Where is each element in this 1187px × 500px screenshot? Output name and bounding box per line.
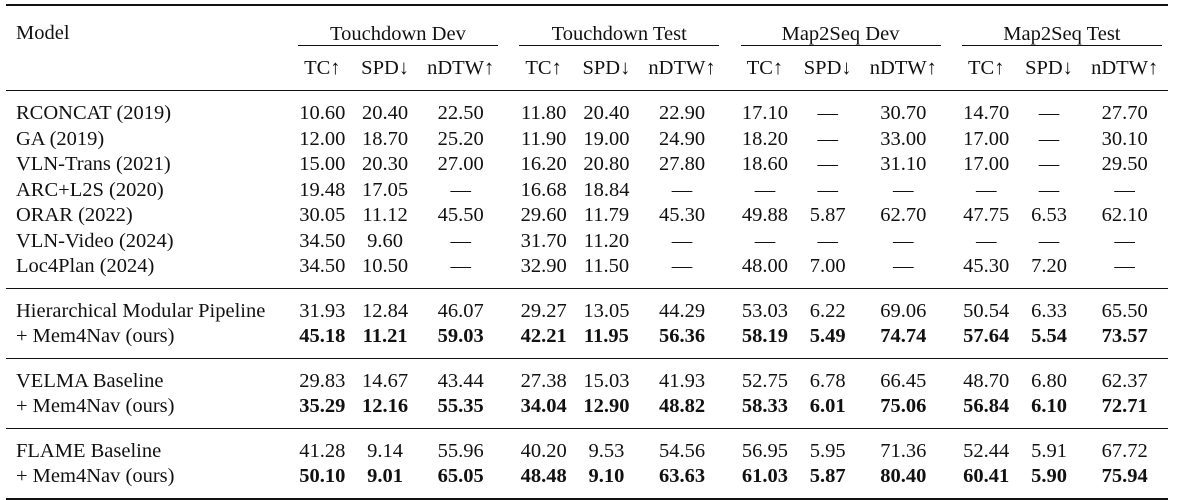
metric-value-cell: 48.82 xyxy=(658,395,706,417)
metric-value-cell: — xyxy=(1038,153,1060,175)
metric-value-cell: 6.80 xyxy=(1017,358,1082,394)
column-gap xyxy=(947,127,956,153)
metric-value-cell: 30.70 xyxy=(860,91,947,127)
metric-value-cell: 75.94 xyxy=(1081,464,1168,499)
column-gap xyxy=(725,152,734,178)
metric-value-cell: 61.03 xyxy=(735,464,796,499)
metric-value-cell: 14.67 xyxy=(353,358,418,394)
column-gap xyxy=(947,178,956,204)
column-gap xyxy=(504,254,513,288)
metric-value-cell: — xyxy=(450,255,471,277)
metric-value-cell: 10.60 xyxy=(292,91,353,127)
metric-header-tc: TC↑ xyxy=(746,56,784,79)
metric-value-cell: 19.48 xyxy=(299,178,346,201)
metric-value-cell: 71.36 xyxy=(860,428,947,464)
metric-value-cell: 60.41 xyxy=(956,464,1017,499)
metric-value-cell: 17.00 xyxy=(963,153,1010,175)
metric-value-cell: 65.50 xyxy=(1081,288,1168,324)
metric-value-cell: 14.70 xyxy=(956,91,1017,127)
table-row xyxy=(6,229,1168,255)
metric-value-cell: 45.50 xyxy=(437,204,484,226)
table-row xyxy=(6,203,1168,229)
column-gap xyxy=(947,428,956,464)
metric-value-cell: 29.60 xyxy=(520,204,567,226)
metric-value-cell: 62.10 xyxy=(1101,204,1148,226)
metric-value-cell: — xyxy=(754,178,776,201)
metric-value-cell: 46.07 xyxy=(417,288,504,324)
metric-value-cell: 5.95 xyxy=(795,428,860,464)
model-name-cell: ORAR (2022) xyxy=(16,204,133,226)
model-name-cell: Hierarchical Modular Pipeline xyxy=(6,288,292,324)
column-gap xyxy=(504,178,513,204)
group-header-touchdown-dev xyxy=(292,5,504,46)
metric-value-cell: 11.95 xyxy=(583,325,629,347)
column-gap xyxy=(504,152,513,178)
column-gap xyxy=(504,127,513,153)
metric-value-cell: 62.70 xyxy=(880,204,927,226)
metric-value-cell: — xyxy=(1114,229,1135,252)
table-row xyxy=(6,394,1168,428)
metric-value-cell: 10.50 xyxy=(362,255,409,277)
group-header-touchdown-test xyxy=(513,5,725,46)
metric-value-cell: 12.16 xyxy=(362,395,409,417)
metric-value-cell: 12.00 xyxy=(299,127,346,150)
table-row xyxy=(6,464,1168,499)
metric-value-cell: — xyxy=(795,91,860,127)
column-gap xyxy=(947,464,956,499)
metric-header-spd: SPD↓ xyxy=(803,56,852,79)
metric-value-cell: 73.57 xyxy=(1101,325,1148,347)
metric-value-cell: — xyxy=(671,178,693,201)
column-gap xyxy=(947,324,956,358)
group-header-label: Touchdown Test xyxy=(551,23,687,45)
column-gap xyxy=(725,324,734,358)
table-row xyxy=(6,127,1168,153)
column-gap xyxy=(725,254,734,288)
metric-value-cell: 35.29 xyxy=(299,395,346,417)
model-name-cell: FLAME Baseline xyxy=(6,428,292,464)
metric-value-cell: — xyxy=(893,255,914,277)
metric-value-cell: 18.84 xyxy=(583,178,630,201)
metric-header-tc: TC↑ xyxy=(304,56,341,79)
metric-value-cell: 57.64 xyxy=(963,325,1010,347)
metric-value-cell: — xyxy=(671,229,693,252)
metric-value-cell: 15.03 xyxy=(574,358,639,394)
metric-value-cell: 48.00 xyxy=(741,255,788,277)
metric-value-cell: 45.18 xyxy=(299,325,346,347)
metric-value-cell: 55.96 xyxy=(417,428,504,464)
metric-value-cell: 30.05 xyxy=(299,204,346,226)
metric-value-cell: 5.87 xyxy=(809,204,846,226)
table-row xyxy=(6,358,1168,394)
table-row xyxy=(6,178,1168,204)
metric-value-cell: 53.03 xyxy=(735,288,796,324)
model-name-cell: VELMA Baseline xyxy=(6,358,292,394)
column-gap xyxy=(947,288,956,324)
table-row xyxy=(6,91,1168,127)
model-name-cell: + Mem4Nav (ours) xyxy=(16,325,175,347)
metric-value-cell: 27.00 xyxy=(437,153,484,175)
table-row xyxy=(6,288,1168,324)
metric-header-tc: TC↑ xyxy=(525,56,562,79)
metric-value-cell: 65.05 xyxy=(417,464,504,499)
metric-value-cell: 27.80 xyxy=(658,153,706,175)
metric-header-ndtw: nDTW↑ xyxy=(648,56,716,79)
metric-value-cell: 49.88 xyxy=(741,204,788,226)
metric-value-cell: 12.90 xyxy=(583,395,630,417)
metric-value-cell: 69.06 xyxy=(860,288,947,324)
column-gap xyxy=(504,358,513,394)
column-gap xyxy=(725,229,734,255)
metric-value-cell: 9.01 xyxy=(353,464,418,499)
model-name-cell: + Mem4Nav (ours) xyxy=(16,395,175,417)
table-row xyxy=(6,254,1168,288)
metric-value-cell: 5.90 xyxy=(1017,464,1082,499)
metric-value-cell: 58.19 xyxy=(741,325,788,347)
metric-value-cell: 52.75 xyxy=(735,358,796,394)
column-gap xyxy=(725,203,734,229)
table-row xyxy=(6,428,1168,464)
metric-value-cell: 45.30 xyxy=(963,255,1010,277)
model-name-cell: ARC+L2S (2020) xyxy=(16,178,164,201)
metric-value-cell: 62.37 xyxy=(1081,358,1168,394)
metric-value-cell: — xyxy=(975,178,997,201)
metric-value-cell: 48.48 xyxy=(513,464,574,499)
column-gap xyxy=(725,464,734,499)
model-name-cell: GA (2019) xyxy=(16,127,105,150)
metric-value-cell: 17.00 xyxy=(963,127,1010,150)
metric-value-cell: 48.70 xyxy=(956,358,1017,394)
column-gap xyxy=(725,178,734,204)
metric-value-cell: 56.95 xyxy=(735,428,796,464)
column-gap xyxy=(504,229,513,255)
column-gap xyxy=(725,288,734,324)
group-header-label: Touchdown Dev xyxy=(330,23,466,45)
metric-value-cell: 31.93 xyxy=(292,288,353,324)
metric-value-cell: — xyxy=(817,178,838,201)
metric-value-cell: 42.21 xyxy=(520,325,567,347)
metric-value-cell: 74.74 xyxy=(880,325,927,347)
column-gap xyxy=(947,203,956,229)
metric-value-cell: 6.33 xyxy=(1017,288,1082,324)
metric-value-cell: 59.03 xyxy=(437,325,484,347)
column-gap xyxy=(947,229,956,255)
metric-value-cell: 20.40 xyxy=(574,91,639,127)
metric-value-cell: 18.70 xyxy=(362,127,409,150)
metric-value-cell: 20.40 xyxy=(353,91,418,127)
column-gap xyxy=(725,127,734,153)
group-header-label: Map2Seq Test xyxy=(1003,23,1121,45)
metric-value-cell: — xyxy=(817,127,838,150)
metric-header-ndtw: nDTW↑ xyxy=(427,56,495,79)
metric-value-cell: 6.53 xyxy=(1031,204,1067,226)
model-name-cell: RCONCAT (2019) xyxy=(6,91,292,127)
metric-value-cell: 31.70 xyxy=(520,229,567,252)
metric-value-cell: 45.30 xyxy=(658,204,706,226)
metric-value-cell: 34.50 xyxy=(299,229,346,252)
metric-value-cell: 67.72 xyxy=(1081,428,1168,464)
column-gap xyxy=(725,428,734,464)
metric-value-cell: 20.80 xyxy=(583,153,630,175)
metric-value-cell: 29.27 xyxy=(513,288,574,324)
metric-value-cell: 6.10 xyxy=(1031,395,1067,417)
metric-value-cell: — xyxy=(893,178,914,201)
model-name-cell: VLN-Video (2024) xyxy=(16,229,174,252)
metric-value-cell: 40.20 xyxy=(513,428,574,464)
metric-value-cell: 34.50 xyxy=(299,255,346,277)
metric-header-spd: SPD↓ xyxy=(1025,56,1073,79)
metric-value-cell: 80.40 xyxy=(860,464,947,499)
metric-value-cell: 18.20 xyxy=(741,127,788,150)
metric-value-cell: 29.83 xyxy=(292,358,353,394)
metric-value-cell: 58.33 xyxy=(741,395,788,417)
metric-value-cell: 52.44 xyxy=(956,428,1017,464)
metric-value-cell: 75.06 xyxy=(880,395,927,417)
metric-value-cell: 6.01 xyxy=(809,395,846,417)
results-table-body xyxy=(6,91,1168,499)
metric-header-ndtw: nDTW↑ xyxy=(869,56,937,79)
group-header-map2seq-test xyxy=(956,5,1168,46)
metric-value-cell: 41.93 xyxy=(639,358,726,394)
metric-value-cell: — xyxy=(1114,255,1135,277)
metric-value-cell: — xyxy=(1038,127,1060,150)
metric-value-cell: 11.21 xyxy=(362,325,408,347)
metric-value-cell: 41.28 xyxy=(292,428,353,464)
column-gap xyxy=(725,358,734,394)
metric-value-cell: — xyxy=(893,229,914,252)
metric-value-cell: 11.80 xyxy=(513,91,574,127)
model-name-cell: VLN-Trans (2021) xyxy=(16,153,171,175)
metric-value-cell: 11.12 xyxy=(362,204,408,226)
metric-value-cell: 22.50 xyxy=(417,91,504,127)
metric-value-cell: — xyxy=(1017,91,1082,127)
column-gap xyxy=(947,358,956,394)
metric-header-ndtw: nDTW↑ xyxy=(1091,56,1159,79)
metric-value-cell: 13.05 xyxy=(574,288,639,324)
metric-value-cell: — xyxy=(1038,229,1060,252)
metric-value-cell: 9.53 xyxy=(574,428,639,464)
metric-value-cell: 29.50 xyxy=(1101,153,1148,175)
metric-value-cell: 9.60 xyxy=(367,229,404,252)
metric-value-cell: 7.00 xyxy=(809,255,846,277)
table-row xyxy=(6,324,1168,358)
metric-value-cell: 19.00 xyxy=(583,127,630,150)
metric-value-cell: — xyxy=(817,229,838,252)
metric-header-spd: SPD↓ xyxy=(582,56,631,79)
group-header-row xyxy=(6,5,1168,46)
metric-value-cell: — xyxy=(817,153,838,175)
metric-value-cell: 16.68 xyxy=(520,178,567,201)
column-gap xyxy=(504,91,513,127)
column-gap xyxy=(947,394,956,428)
metric-value-cell: 11.20 xyxy=(583,229,630,252)
metric-value-cell: 66.45 xyxy=(860,358,947,394)
column-gap xyxy=(504,324,513,358)
metric-header-spd: SPD↓ xyxy=(361,56,410,79)
metric-value-cell: 11.90 xyxy=(520,127,567,150)
metric-value-cell: 11.50 xyxy=(583,255,630,277)
column-gap xyxy=(947,91,956,127)
metric-value-cell: 5.49 xyxy=(809,325,846,347)
metric-value-cell: 56.36 xyxy=(658,325,706,347)
model-column-header: Model xyxy=(6,5,292,91)
metric-value-cell: 34.04 xyxy=(520,395,567,417)
metric-value-cell: 63.63 xyxy=(639,464,726,499)
group-header-label: Map2Seq Dev xyxy=(781,23,900,45)
metric-value-cell: 9.10 xyxy=(574,464,639,499)
metric-value-cell: 17.10 xyxy=(735,91,796,127)
metric-value-cell: — xyxy=(450,229,471,252)
column-gap xyxy=(725,394,734,428)
group-header-map2seq-dev xyxy=(735,5,947,46)
metric-value-cell: 11.79 xyxy=(583,204,630,226)
metric-value-cell: 18.60 xyxy=(741,153,788,175)
metric-value-cell: 33.00 xyxy=(880,127,927,150)
metric-value-cell: 31.10 xyxy=(880,153,927,175)
metric-value-cell: 47.75 xyxy=(963,204,1010,226)
metric-header-tc: TC↑ xyxy=(968,56,1005,79)
metric-value-cell: 6.78 xyxy=(795,358,860,394)
metric-value-cell: 27.38 xyxy=(513,358,574,394)
model-name-cell: + Mem4Nav (ours) xyxy=(6,464,292,499)
metric-value-cell: 15.00 xyxy=(299,153,346,175)
column-gap xyxy=(504,464,513,499)
metric-value-cell: 50.10 xyxy=(292,464,353,499)
column-gap xyxy=(947,254,956,288)
metric-value-cell: 5.91 xyxy=(1017,428,1082,464)
metric-value-cell: 44.29 xyxy=(639,288,726,324)
column-gap xyxy=(504,394,513,428)
metric-value-cell: — xyxy=(1114,178,1135,201)
results-table xyxy=(6,4,1168,500)
column-gap xyxy=(504,203,513,229)
metric-value-cell: 22.90 xyxy=(639,91,726,127)
metric-value-cell: 25.20 xyxy=(437,127,484,150)
column-gap xyxy=(504,428,513,464)
metric-value-cell: 56.84 xyxy=(963,395,1010,417)
metric-value-cell: 72.71 xyxy=(1101,395,1148,417)
model-name-cell: Loc4Plan (2024) xyxy=(16,255,155,277)
metric-value-cell: 5.87 xyxy=(795,464,860,499)
metric-value-cell: 12.84 xyxy=(353,288,418,324)
metric-value-cell: 17.05 xyxy=(362,178,409,201)
column-gap xyxy=(504,288,513,324)
metric-value-cell: 30.10 xyxy=(1101,127,1148,150)
metric-value-cell: 16.20 xyxy=(520,153,567,175)
metric-value-cell: 27.70 xyxy=(1081,91,1168,127)
metric-value-cell: 43.44 xyxy=(417,358,504,394)
metric-value-cell: 55.35 xyxy=(437,395,484,417)
column-gap xyxy=(947,152,956,178)
metric-value-cell: 24.90 xyxy=(658,127,706,150)
metric-value-cell: — xyxy=(1038,178,1060,201)
metric-value-cell: 20.30 xyxy=(362,153,409,175)
metric-value-cell: 6.22 xyxy=(795,288,860,324)
table-row xyxy=(6,152,1168,178)
metric-value-cell: 54.56 xyxy=(639,428,726,464)
metric-value-cell: 9.14 xyxy=(353,428,418,464)
metric-value-cell: — xyxy=(671,255,693,277)
column-gap xyxy=(725,91,734,127)
metric-value-cell: 7.20 xyxy=(1031,255,1067,277)
metric-value-cell: — xyxy=(975,229,997,252)
metric-value-cell: 5.54 xyxy=(1031,325,1067,347)
metric-value-cell: — xyxy=(450,178,471,201)
metric-value-cell: — xyxy=(754,229,776,252)
metric-value-cell: 32.90 xyxy=(520,255,567,277)
metric-value-cell: 50.54 xyxy=(956,288,1017,324)
